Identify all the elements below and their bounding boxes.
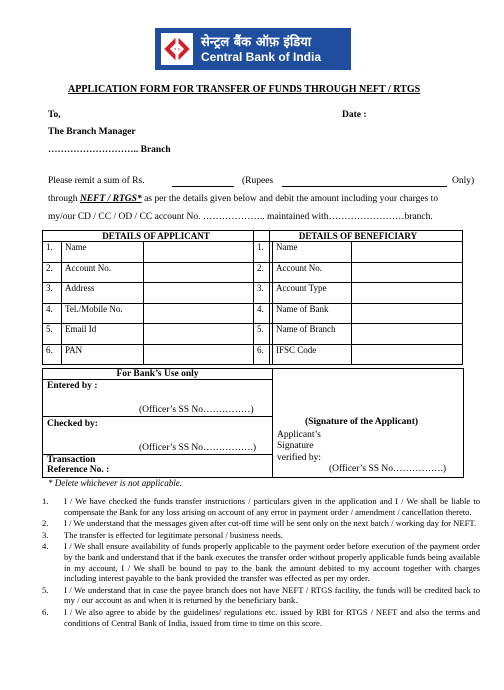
entered-by-label: Entered by : (47, 381, 98, 391)
only-label: Only) (452, 176, 475, 186)
form-title: APPLICATION FORM FOR TRANSFER OF FUNDS THROUGH NEFT / RTGS (68, 84, 421, 95)
row-number: 2. (43, 262, 62, 283)
field-label: IFSC Code (273, 344, 352, 365)
field-label: Name of Branch (273, 324, 352, 345)
table-row (254, 344, 463, 365)
table-row (254, 262, 463, 283)
footnote: * Delete whichever is not applicable. (48, 478, 182, 488)
applicant-pan-input[interactable] (144, 344, 270, 365)
item-number: 2. (42, 518, 49, 529)
table-row (254, 283, 463, 304)
table-row (43, 283, 270, 304)
reference-no-label[interactable]: Reference No. : (47, 465, 110, 475)
row-number: 2. (254, 262, 273, 283)
logo-english-text: Central Bank of India (201, 50, 322, 64)
bank-logo (155, 28, 351, 70)
beneficiary-bank-input[interactable] (352, 303, 463, 324)
branch-manager-label: The Branch Manager (48, 127, 136, 137)
beneficiary-name-input[interactable] (352, 242, 463, 263)
list-item (42, 541, 480, 583)
list-item (42, 585, 480, 606)
table-row (254, 324, 463, 345)
beneficiary-header: DETAILS OF BENEFICIARY (254, 231, 463, 242)
item-text: I / We also agree to abide by the guidelines/ regulations etc. issued by RBI for RTGS / NEFT and also the terms and conditions of Central Bank of India, issued from time to time on this score. (64, 606, 480, 628)
to-label: To, (48, 110, 61, 120)
field-label: Account Type (273, 283, 352, 304)
list-item (42, 607, 480, 628)
applicant-email-input[interactable] (144, 324, 270, 345)
signature-officer-ss-no[interactable]: (Officer’s SS No…………….) (329, 464, 447, 474)
item-number: 5. (42, 584, 49, 595)
through-label: through (48, 194, 78, 204)
table-row (254, 242, 463, 263)
item-text: I / We understand that the messages given after cut-off time will be sent only on the next batch / working day for NEFT. (64, 518, 477, 529)
checked-by-label: Checked by: (47, 419, 98, 429)
item-number: 6. (42, 606, 49, 617)
logo-hindi-text: सेन्ट्रल बैंक ऑफ़ इंडिया (201, 35, 312, 50)
table-row (43, 303, 270, 324)
branch-field[interactable]: ……………………….. Branch (48, 145, 171, 155)
account-line: my/our CD / CC / OD / CC account No. ……………….. maintained with……………………branch. (48, 212, 433, 222)
officer-ss-no-1[interactable]: (Officer’s SS No……………) (139, 405, 254, 415)
row-number: 6. (254, 344, 273, 365)
amount-field[interactable] (172, 186, 234, 187)
list-item (42, 518, 480, 529)
debit-text: as per the details given below and debit the amount including your charges to (144, 194, 439, 204)
amount-words-field[interactable] (282, 186, 447, 187)
field-label: Account No. (62, 262, 144, 283)
item-text: I / We shall ensure availability of funds properly applicable to the payment order before execution of the payment order by the bank and understand that if the bank executes the transfer order without properly applicable funds being available in my account, I / We shall be bound to pay to the bank the amount debited to my account together with charges including interest payable to the bank provided the transfer was effected as per my order. (64, 541, 480, 584)
declarations-list (42, 496, 480, 629)
signature-box (271, 368, 464, 478)
row-number: 6. (43, 344, 62, 365)
row-number: 1. (43, 242, 62, 263)
table-row (43, 344, 270, 365)
bank-use-header: For Bank’s Use only (116, 369, 199, 379)
row-number: 5. (43, 324, 62, 345)
transaction-label: Transaction (47, 455, 96, 465)
transfer-mode: NEFT / RTGS* (79, 194, 142, 204)
row-number: 1. (254, 242, 273, 263)
rupees-label: (Rupees (242, 176, 274, 186)
applicant-name-input[interactable] (144, 242, 270, 263)
applicant-table (42, 230, 270, 365)
field-label: Name (273, 242, 352, 263)
officer-ss-no-2[interactable]: (Officer’s SS No…………….) (139, 443, 257, 453)
item-number: 4. (42, 541, 49, 552)
signature-title: (Signature of the Applicant) (305, 417, 419, 427)
item-text: The transfer is effected for legitimate personal / business needs. (64, 529, 283, 540)
field-label: Email Id (62, 324, 144, 345)
table-row (43, 324, 270, 345)
item-text: I / We have checked the funds transfer instructions / particulars given in the application and I / We shall be liable to compensate the Bank for any loss arising on account of any error in payment order / amendment / cancellation thereto. (64, 496, 480, 517)
list-item (42, 530, 480, 541)
remit-sum-label: Please remit a sum of Rs. (48, 176, 145, 186)
field-label: PAN (62, 344, 144, 365)
row-number: 3. (254, 283, 273, 304)
field-label: Name (62, 242, 144, 263)
beneficiary-account-type-input[interactable] (352, 283, 463, 304)
item-number: 3. (42, 529, 49, 540)
table-row (43, 262, 270, 283)
row-number: 4. (254, 303, 273, 324)
row-number: 3. (43, 283, 62, 304)
row-number: 5. (254, 324, 273, 345)
beneficiary-branch-input[interactable] (352, 324, 463, 345)
beneficiary-account-input[interactable] (352, 262, 463, 283)
beneficiary-ifsc-input[interactable] (352, 344, 463, 365)
field-label: Tel./Mobile No. (62, 303, 144, 324)
signature-line-2: Signature (277, 441, 314, 451)
item-text: I / We understand that in case the payee branch does not have NEFT / RTGS facility, the funds will be credited back to my / our account as and when it is returned by the beneficiary bank. (64, 584, 480, 606)
row-number: 4. (43, 303, 62, 324)
applicant-account-input[interactable] (144, 262, 270, 283)
field-label: Address (62, 283, 144, 304)
date-label: Date : (342, 110, 367, 120)
field-label: Account No. (273, 262, 352, 283)
bank-emblem-icon (161, 33, 193, 65)
item-number: 1. (42, 496, 49, 506)
applicant-phone-input[interactable] (144, 303, 270, 324)
field-label: Name of Bank (273, 303, 352, 324)
list-item (42, 496, 480, 517)
signature-line-3: verified by: (277, 453, 322, 463)
applicant-header: DETAILS OF APPLICANT (43, 231, 270, 242)
table-row (43, 242, 270, 263)
bank-use-box (42, 368, 273, 478)
signature-line-1: Applicant’s (277, 430, 321, 440)
table-row (254, 303, 463, 324)
applicant-address-input[interactable] (144, 283, 270, 304)
beneficiary-table (253, 230, 463, 365)
